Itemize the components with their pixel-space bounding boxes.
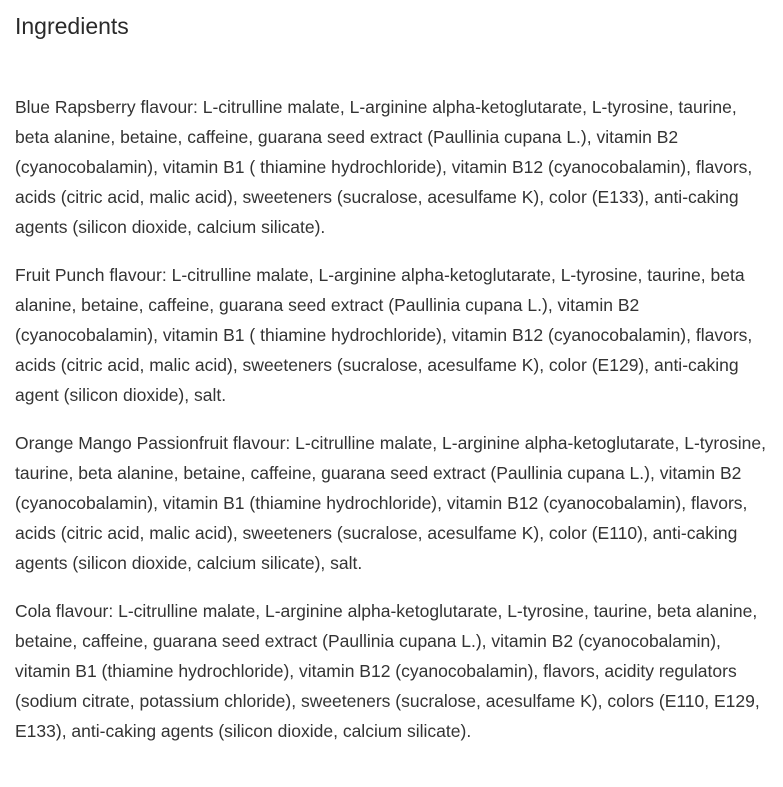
ingredients-blue-raspberry: Blue Rapsberry flavour: L-citrulline malate, L-arginine alpha-ketoglutarate, L-tyrosine, taurine, beta alanine, betaine, caffeine, guarana seed extract (Paullinia cupana L.), vitamin B2 (cyanocobalamin), vitamin B1 ( thiamine hydrochloride), vitamin B12 (cyanocobalamin), flavors, acids (citric acid, malic acid), sweeteners (sucralose, acesulfame K), color (E133), anti-caking agents (silicon dioxide, calcium silicate). <box>15 97 753 237</box>
ingredients-cola: Cola flavour: L-citrulline malate, L-arginine alpha-ketoglutarate, L-tyrosine, taurine, beta alanine, betaine, caffeine, guarana seed extract (Paullinia cupana L.), vitamin B2 (cyanocobalamin), vitamin B1 (thiamine hydrochloride), vitamin B12 (cyanocobalamin), flavors, acidity regulators (sodium citrate, potassium chloride), sweeteners (sucralose, acesulfame K), colors (E110, E129, E133), anti-caking agents (silicon dioxide, calcium silicate). <box>15 601 760 741</box>
section-title: Ingredients <box>15 13 129 39</box>
ingredients-fruit-punch: Fruit Punch flavour: L-citrulline malate, L-arginine alpha-ketoglutarate, L-tyrosine, taurine, beta alanine, betaine, caffeine, guarana seed extract (Paullinia cupana L.), vitamin B2 (cyanocobalamin), vitamin B1 ( thiamine hydrochloride), vitamin B12 (cyanocobalamin), flavors, acids (citric acid, malic acid), sweeteners (sucralose, acesulfame K), color (E129), anti-caking agent (silicon dioxide), salt. <box>15 265 753 405</box>
ingredients-list <box>15 92 775 746</box>
ingredients-orange-mango-passionfruit: Orange Mango Passionfruit flavour: L-citrulline malate, L-arginine alpha-ketoglutarate, L-tyrosine, taurine, beta alanine, betaine, caffeine, guarana seed extract (Paullinia cupana L.), vitamin B2 (cyanocobalamin), vitamin B1 (thiamine hydrochloride), vitamin B12 (cyanocobalamin), flavors, acids (citric acid, malic acid), sweeteners (sucralose, acesulfame K), color (E110), anti-caking agents (silicon dioxide, calcium silicate), salt. <box>15 433 766 573</box>
